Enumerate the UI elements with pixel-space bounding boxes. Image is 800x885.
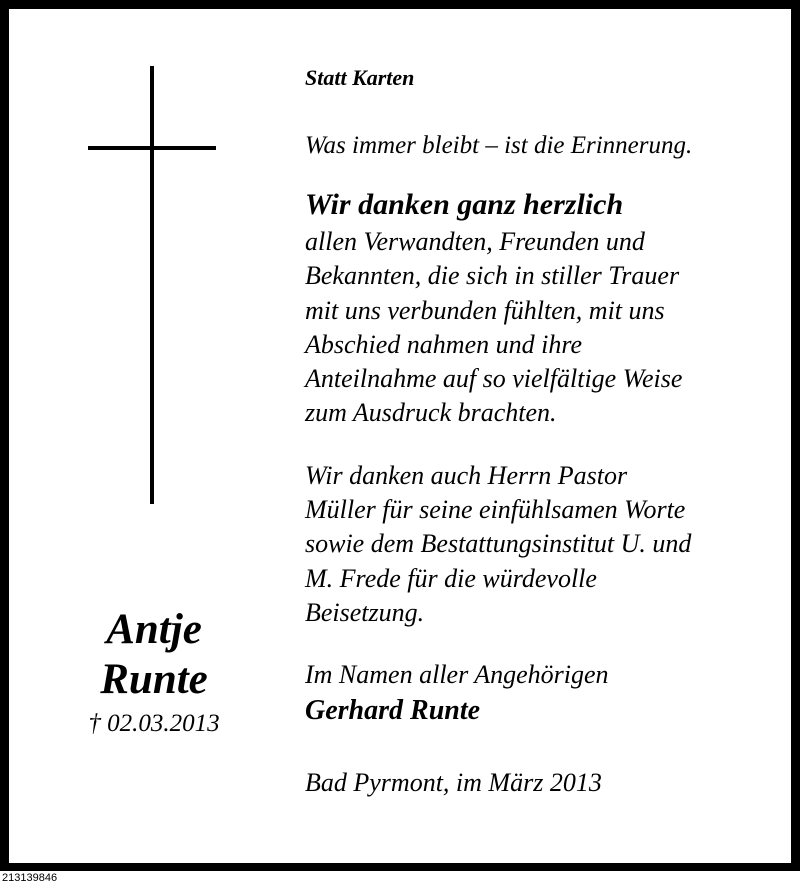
paragraph-line: M. Frede für die würdevolle <box>305 563 597 593</box>
paragraph-line: Anteilnahme auf so vielfältige Weise <box>305 364 683 394</box>
notice-header: Statt Karten <box>305 65 415 90</box>
paragraph-line: Wir danken auch Herrn Pastor <box>305 460 628 490</box>
place-date: Bad Pyrmont, im März 2013 <box>305 768 602 798</box>
reference-number: 213139846 <box>2 872 58 884</box>
deceased-last-name: Runte <box>100 656 208 703</box>
deceased-first-name: Antje <box>106 606 202 653</box>
deceased-block <box>49 605 259 739</box>
signature-intro: Im Namen aller Angehörigen <box>305 660 609 690</box>
paragraph-line: mit uns verbunden fühlten, mit uns <box>305 295 665 325</box>
paragraph-line: Bekannten, die sich in stiller Trauer <box>305 261 680 291</box>
pastor-paragraph <box>305 459 785 630</box>
cross-icon-crossbar <box>88 146 216 150</box>
death-date: † 02.03.2013 <box>88 710 220 737</box>
thanks-title: Wir danken ganz herzlich <box>305 188 624 221</box>
signature-name: Gerhard Runte <box>305 695 481 727</box>
paragraph-line: allen Verwandten, Freunden und <box>305 227 645 256</box>
thanks-paragraph <box>305 225 785 431</box>
cross-icon <box>150 66 154 504</box>
notice-text-column <box>305 63 785 800</box>
paragraph-line: Beisetzung. <box>305 597 425 627</box>
paragraph-line: Müller für seine einfühlsamen Worte <box>305 495 686 525</box>
paragraph-line: zum Ausdruck brachten. <box>305 398 557 428</box>
paragraph-line: sowie dem Bestattungsinstitut U. und <box>305 529 692 559</box>
notice-motto: Was immer bleibt – ist die Erinnerung. <box>305 132 693 159</box>
paragraph-line: Abschied nahmen und ihre <box>305 329 583 359</box>
